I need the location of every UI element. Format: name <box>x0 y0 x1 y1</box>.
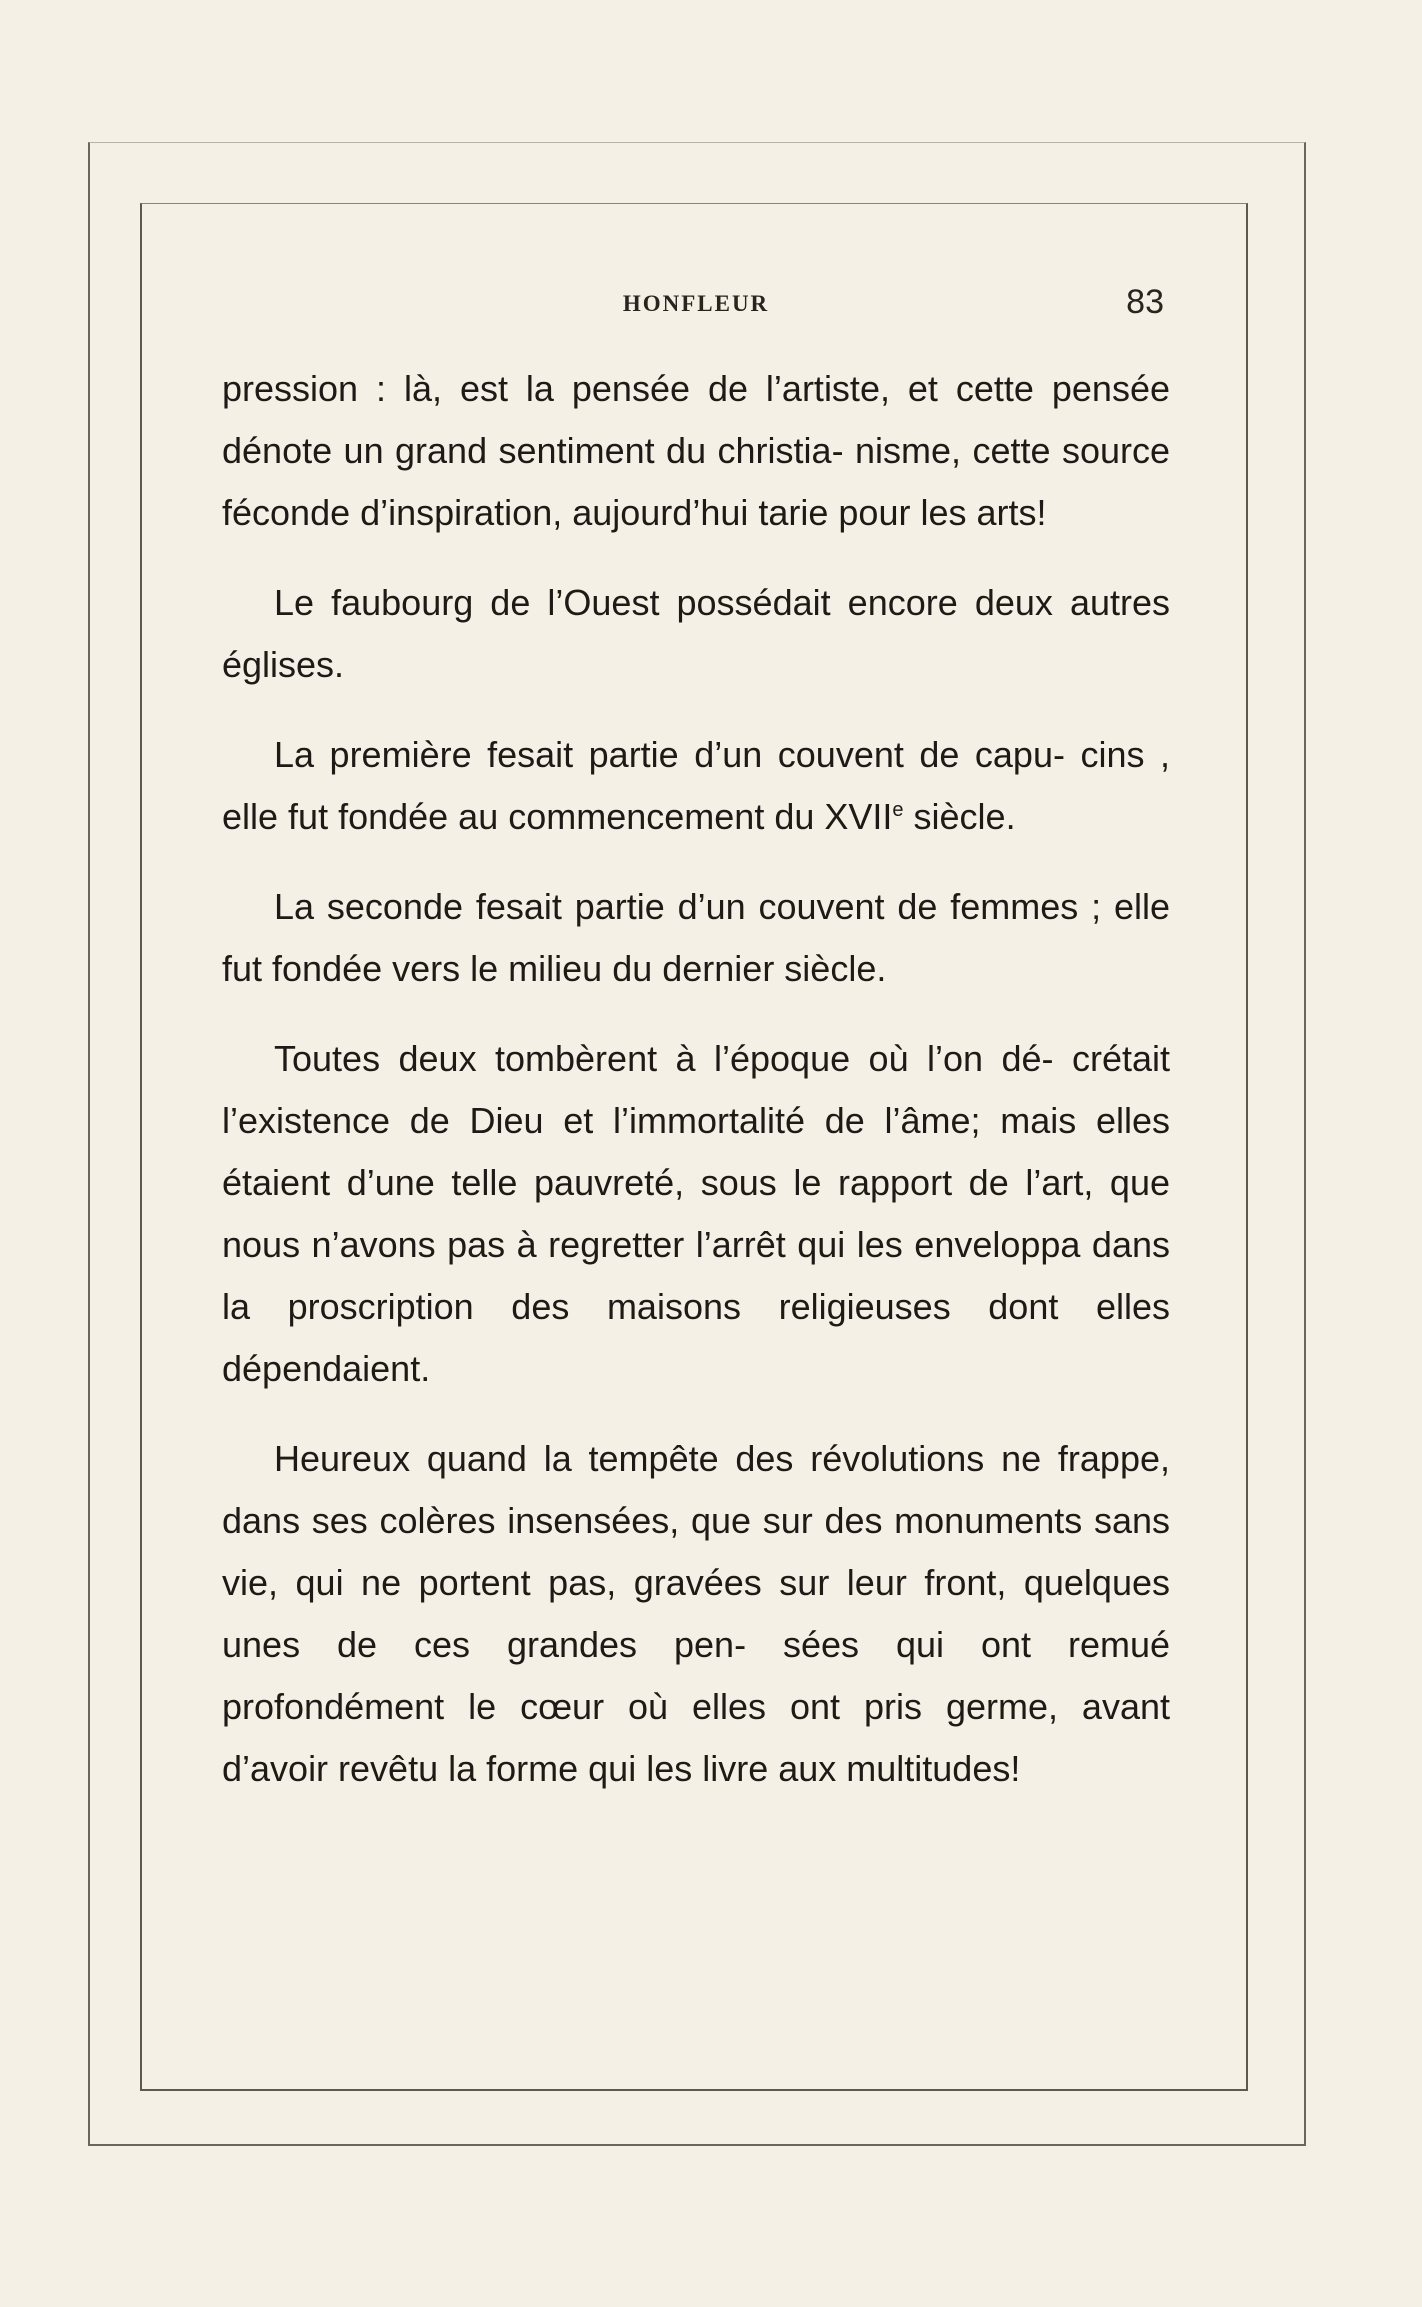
page-number: 83 <box>1126 283 1164 321</box>
paragraph-4: La seconde fesait partie d’un couvent de femmes ; elle fut fondée vers le milieu du dernier siècle. <box>222 886 1170 989</box>
running-title: HONFLEUR <box>622 291 770 316</box>
paragraph-1: pression : là, est la pensée de l’artiste, et cette pensée dénote un grand sentiment du christia- nisme, cette source féconde d’inspiration, aujourd’hui tarie pour les arts! <box>222 368 1170 533</box>
body-text <box>222 358 1170 1828</box>
page-header <box>216 283 1176 333</box>
paragraph-3-text: La première fesait partie d’un couvent de capu- cins , elle fut fondée au commencement du XVII <box>222 734 1170 837</box>
paragraph-6: Heureux quand la tempête des révolutions ne frappe, dans ses colères insensées, que sur des monuments sans vie, qui ne portent pas, gravées sur leur front, quelques unes de ces grandes pen- sées qui ont remué profondément le cœur où elles ont pris germe, avant d’avoir revêtu la forme qui les livre aux multitudes! <box>222 1438 1170 1789</box>
paragraph-3-tail: siècle. <box>903 796 1016 837</box>
paragraph-2: Le faubourg de l’Ouest possédait encore deux autres églises. <box>222 582 1170 685</box>
paragraph-5: Toutes deux tombèrent à l’époque où l’on dé- crétait l’existence de Dieu et l’immortalité de l’âme; mais elles étaient d’une telle pauvreté, sous le rapport de l’art, que nous n’avons pas à regretter l’arrêt qui les enveloppa dans la proscription des maisons religieuses dont elles dépendaient. <box>222 1038 1170 1389</box>
paragraph-3 <box>222 724 1170 848</box>
century-superscript: e <box>892 799 904 821</box>
